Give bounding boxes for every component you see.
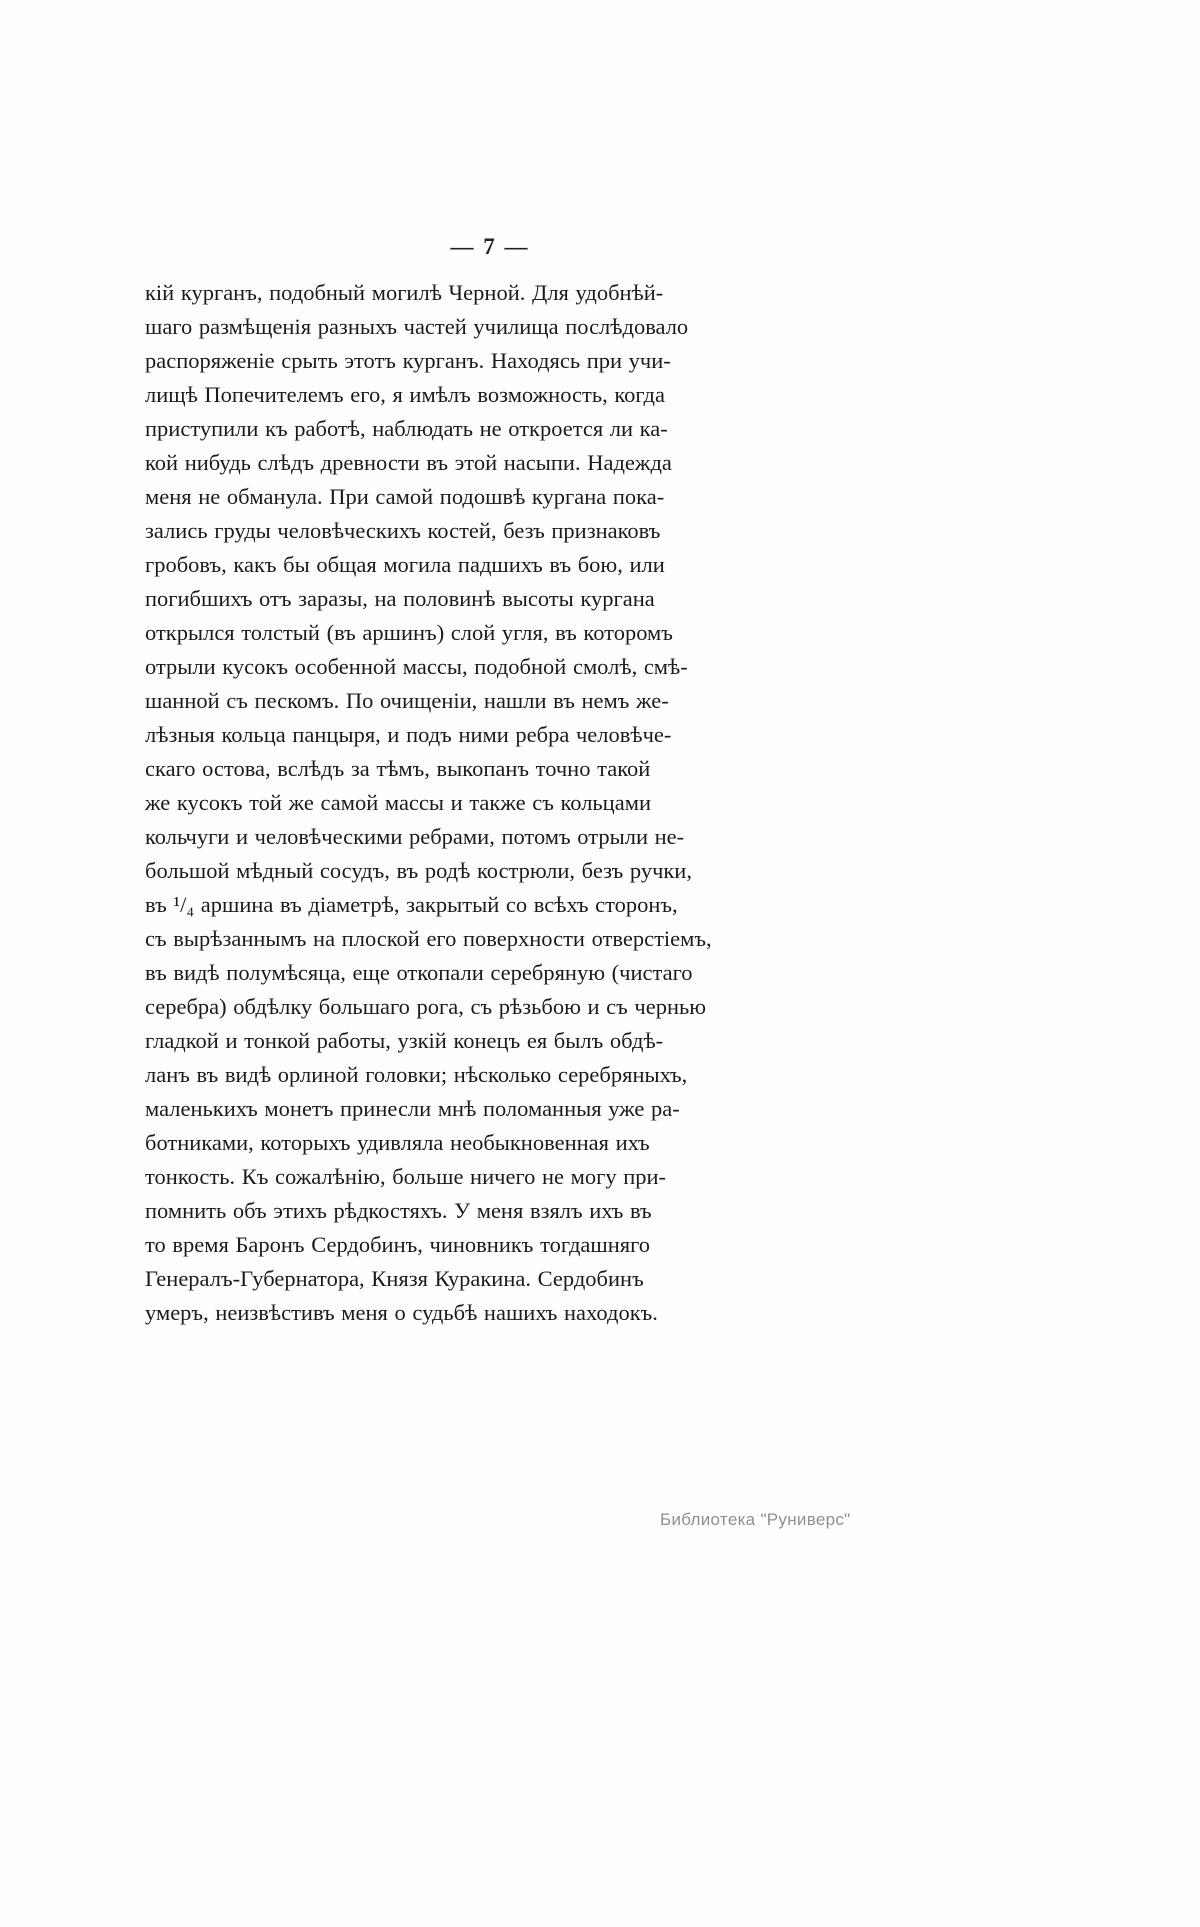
text-line: лищѣ Попечителемъ его, я имѣлъ возможность, когда: [145, 382, 665, 407]
text-line: большой мѣдный сосудъ, въ родѣ кострюли, безъ ручки,: [145, 858, 692, 883]
text-line: же кусокъ той же самой массы и также съ кольцами: [145, 790, 651, 815]
text-line: шаго размѣщенія разныхъ частей училища послѣдовало: [145, 314, 689, 339]
text-line: маленькихъ монетъ принесли мнѣ поломанныя уже ра-: [145, 1096, 680, 1121]
page-number: — 7 —: [450, 234, 530, 259]
text-line: гладкой и тонкой работы, узкій конецъ ея былъ обдѣ-: [145, 1028, 664, 1053]
text-line: тонкость. Къ сожалѣнію, больше ничего не могу при-: [145, 1164, 667, 1189]
text-line: съ вырѣзаннымъ на плоской его поверхности отверстіемъ,: [145, 926, 712, 951]
text-line: меня не обманула. При самой подошвѣ кургана пока-: [145, 484, 665, 509]
text-line: ботниками, которыхъ удивляла необыкновенная ихъ: [145, 1130, 650, 1155]
text-line: кій курганъ, подобный могилѣ Черной. Для удобнѣй-: [145, 280, 664, 305]
library-watermark: Библиотека "Руниверс": [660, 1510, 851, 1529]
text-line: зались груды человѣческихъ костей, безъ признаковъ: [145, 518, 661, 543]
text-line: открылся толстый (въ аршинъ) слой угля, въ которомъ: [145, 620, 673, 645]
text-line: приступили къ работѣ, наблюдать не откроется ли ка-: [145, 416, 668, 441]
text-line: кольчуги и человѣческими ребрами, потомъ отрыли не-: [145, 824, 685, 849]
text-line: умеръ, неизвѣстивъ меня о судьбѣ нашихъ находокъ.: [145, 1300, 658, 1325]
text-line: то время Баронъ Сердобинъ, чиновникъ тогдашняго: [145, 1232, 651, 1257]
page-text: [145, 276, 835, 1330]
text-line: въ ¹/₄ аршина въ діаметрѣ, закрытый со всѣхъ сторонъ,: [145, 892, 678, 917]
text-line: помнить объ этихъ рѣдкостяхъ. У меня взялъ ихъ въ: [145, 1198, 652, 1223]
text-line: серебра) обдѣлку большаго рога, съ рѣзьбою и съ чернью: [145, 994, 707, 1019]
text-line: въ видѣ полумѣсяца, еще откопали серебряную (чистаго: [145, 960, 693, 985]
text-line: Генералъ-Губернатора, Князя Куракина. Сердобинъ: [145, 1266, 644, 1291]
text-line: погибшихъ отъ заразы, на половинѣ высоты кургана: [145, 586, 655, 611]
text-line: отрыли кусокъ особенной массы, подобной смолѣ, смѣ-: [145, 654, 688, 679]
text-line: ланъ въ видѣ орлиной головки; нѣсколько серебряныхъ,: [145, 1062, 688, 1087]
text-line: распоряженіе срыть этотъ курганъ. Находясь при учи-: [145, 348, 671, 373]
text-line: кой нибудь слѣдъ древности въ этой насыпи. Надежда: [145, 450, 672, 475]
text-line: лѣзныя кольца панцыря, и подъ ними ребра человѣче-: [145, 722, 672, 747]
text-line: скаго остова, вслѣдъ за тѣмъ, выкопанъ точно такой: [145, 756, 651, 781]
text-line: гробовъ, какъ бы общая могила падшихъ въ бою, или: [145, 552, 665, 577]
text-line: шанной съ пескомъ. По очищеніи, нашли въ немъ же-: [145, 688, 669, 713]
